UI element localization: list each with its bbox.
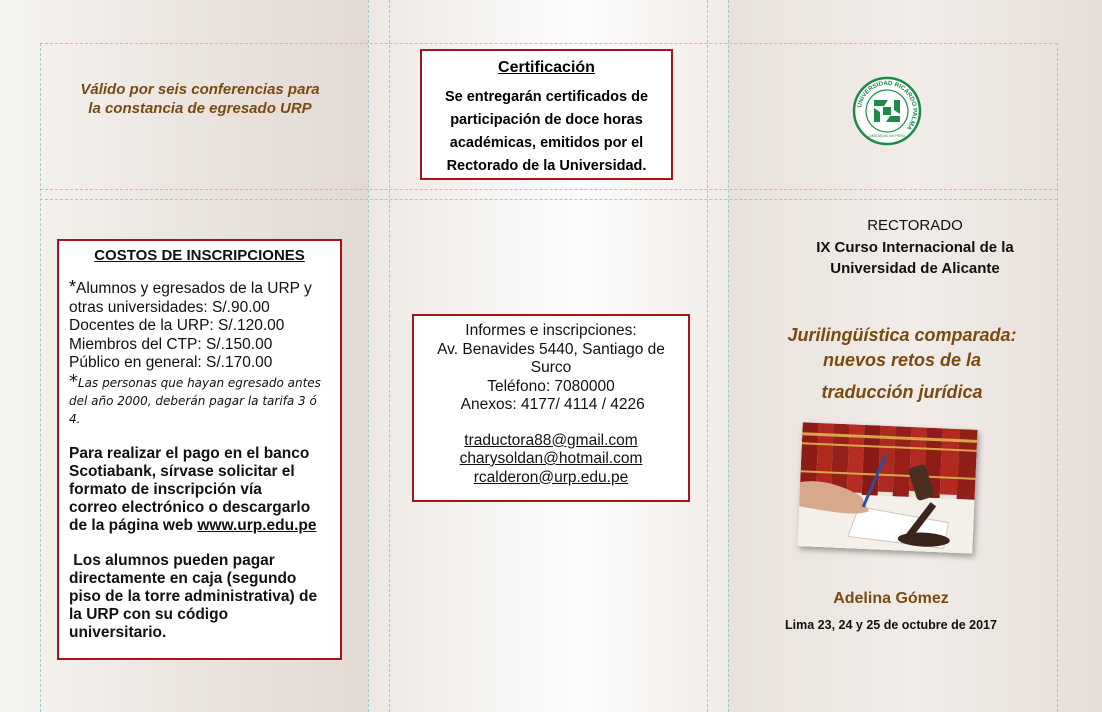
event-date: Lima 23, 24 y 25 de octubre de 2017	[785, 618, 997, 632]
phone-line: Teléfono: 7080000	[487, 377, 615, 395]
extensions-line: Anexos: 4177/ 4114 / 4226	[457, 396, 645, 413]
costs-title: COSTOS DE INSCRIPCIONES	[94, 247, 305, 264]
contact-line: Surco	[530, 359, 572, 376]
course-title-line: IX Curso Internacional de la	[816, 238, 1014, 256]
main-title	[752, 323, 1052, 405]
university-logo	[852, 76, 922, 146]
guide-line	[40, 43, 1057, 44]
cost-line: Docentes de la URP: S/.120.00	[69, 317, 285, 334]
asterisk: *	[69, 370, 78, 392]
law-photo	[797, 422, 977, 554]
cost-line: Público en general: S/.170.00	[69, 354, 273, 371]
payment-line: Scotiabank, sírvase solicitar el	[69, 462, 295, 480]
certification-line: Se entregarán certificados de	[444, 89, 649, 105]
cash-line: piso de la torre administrativa) de	[69, 587, 318, 605]
course-title-line: Universidad de Alicante	[830, 260, 1000, 277]
gavel-books-illustration	[797, 422, 977, 554]
cost-line: Alumnos y egresados de la URP y	[76, 280, 312, 297]
header-block	[728, 215, 1102, 280]
logo-ring-text: UNIVERSIDAD RICARDO PALMA	[856, 79, 919, 132]
certification-box	[420, 49, 673, 180]
asterisk: *	[69, 277, 77, 297]
contact-box	[412, 314, 690, 502]
cash-line: Los alumnos pueden pagar	[69, 551, 275, 569]
cost-line: otras universidades: S/.90.00	[69, 298, 270, 316]
cost-note: del año 2000, deberán pagar la tarifa 3 ó 4.	[69, 393, 317, 426]
guide-line	[707, 0, 708, 712]
validity-line: Válido por seis conferencias para	[80, 81, 320, 98]
rectorado-label: RECTORADO	[867, 217, 963, 234]
website-link[interactable]: www.urp.edu.pe	[197, 516, 317, 534]
certification-line: académicas, emitidos por el	[449, 135, 644, 151]
cost-line: Miembros del CTP: S/.150.00	[69, 335, 273, 353]
validity-line: la constancia de egresado URP	[88, 100, 312, 117]
cash-line: universitario.	[69, 623, 167, 641]
cash-line: la URP con su código	[69, 605, 229, 623]
guide-line	[40, 189, 1057, 190]
main-title-line: nuevos retos de la	[822, 349, 982, 370]
cost-note: Las personas que hayan egresado antes	[78, 375, 321, 390]
email-link[interactable]: traductora88@gmail.com	[464, 431, 638, 449]
email-link[interactable]: rcalderon@urp.edu.pe	[473, 468, 629, 486]
validity-note	[60, 80, 340, 118]
cash-line: directamente en caja (segundo	[69, 569, 297, 587]
email-link[interactable]: charysoldan@hotmail.com	[459, 450, 643, 467]
guide-line	[40, 199, 1057, 200]
author-name: Adelina Gómez	[833, 590, 949, 607]
main-title-line: Jurilingüística comparada:	[787, 325, 1017, 345]
guide-line	[1057, 43, 1058, 712]
certification-title: Certificación	[498, 59, 595, 76]
guide-line	[368, 0, 369, 712]
contact-line: Informes e inscripciones:	[465, 322, 637, 339]
payment-line: correo electrónico o descargarlo	[69, 498, 311, 516]
certification-line: participación de doce horas	[450, 112, 643, 128]
costs-box	[57, 239, 342, 660]
payment-line: de la página web	[69, 516, 198, 534]
payment-line: formato de inscripción vía	[69, 480, 262, 498]
logo-sub-text: LIMA MCMLXIX PERU	[868, 134, 906, 138]
certification-line: Rectorado de la Universidad.	[446, 158, 647, 174]
guide-line	[389, 0, 390, 712]
contact-line: Av. Benavides 5440, Santiago de	[437, 340, 665, 358]
main-title-line: traducción jurídica	[821, 382, 983, 402]
payment-line: Para realizar el pago en el banco	[69, 444, 310, 462]
guide-line	[40, 43, 41, 712]
